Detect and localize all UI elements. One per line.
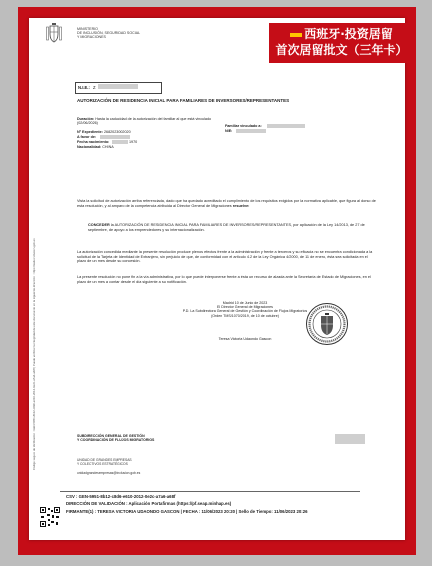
- redaction-block: [236, 129, 266, 133]
- redaction-block: [98, 84, 138, 89]
- birth-year: 1970: [129, 140, 138, 144]
- nationality-field: Nacionalidad: CHINA: [77, 145, 114, 149]
- banner-line-1: 西班牙·投资居留: [269, 27, 414, 42]
- banner-line-2: 首次居留批文（三年卡）: [275, 43, 408, 57]
- linked-nie-field: NIE:: [225, 129, 233, 133]
- redaction-block: [100, 135, 130, 139]
- concede-paragraph: CONCEDER la AUTORIZACIÓN DE RESIDENCIA INICIAL PARA FAMILIARES DE INVERSORES/REPRESENTANTES, por aplicación de la Ley 14/2013, de 27 de septiembre, de apoyo a los emprendedores y su internacionalización.: [88, 223, 365, 232]
- duration-field: Duración: Hasta la caducidad de la autorización del familiar al que está vinculado (02/06/2026): [77, 117, 212, 126]
- spain-flag-icon: [290, 31, 302, 39]
- contact-email[interactable]: unidadgrandesempresas@inclusion.gob.es: [77, 471, 141, 475]
- effects-paragraph: La autorización concedida mediante la presente resolución produce plenos efectos frente a la administración y frente a terceros y su eficacia no se encuentra condicionada a la solicitud de la Tarjeta de Identidad de Extranjero, sin perjuicio de que, de conformidad con el artículo 4.2 de la Ley Orgánica 4/2000, de 11 de enero, ésta sea solicitada en el plazo de un mes desde su concesión.: [77, 250, 373, 264]
- nie-value: Z: [93, 84, 96, 90]
- document-title: AUTORIZACIÓN DE RESIDENCIA INICIAL PARA FAMILIARES DE INVERSORES/REPRESENTANTES: [77, 98, 290, 103]
- redaction-block: [267, 124, 305, 128]
- redaction-block: [112, 140, 128, 144]
- ministry-name: MINISTERIO DE INCLUSIÓN, SEGURIDAD SOCIAL Y MIGRACIONES: [77, 27, 141, 40]
- nie-label: N.I.E.:: [78, 84, 90, 90]
- qr-code-icon: [40, 507, 60, 527]
- footer-divider: [60, 491, 360, 492]
- birth-field: Fecha nacimiento:: [77, 140, 110, 144]
- appeal-paragraph: La presente resolución no pone fin a la vía administrativa, por lo que puede interponerse frente a ésta un recurso de alzada ante la Secretaría de Estado de Migraciones, en el plazo de un mes a contar desde el día siguiente a su notificación.: [77, 275, 371, 284]
- csv-line: CSV : GEN-5951-8b12-c8d6-e610-2012-0e2c-a7a6-a68f: [66, 494, 176, 499]
- expediente-field: Nº Expediente: 2682023002020: [77, 130, 131, 134]
- coat-of-arms-icon: [46, 23, 62, 43]
- office-name: SUBDIRECCIÓN GENERAL DE GESTIÓN Y COORDINACIÓN DE FLUJOS MIGRATORIOS: [77, 434, 155, 443]
- signature-line: FIRMANTE(1) : TERESA VICTORIA UDAONDO GASCON | FECHA : 11/06/2023 20:20 | Sello de Tiempo: 11/06/2023 20:26: [66, 509, 308, 514]
- official-seal-icon: [305, 302, 349, 346]
- unit-name: UNIDAD DE GRANDES EMPRESAS Y COLECTIVOS ESTRATÉGICOS: [77, 458, 132, 466]
- validation-line[interactable]: DIRECCIÓN DE VALIDACIÓN : Aplicación Portafirmas (https://pf.seap.minhap.es): [66, 501, 232, 506]
- linked-family-field: Familiar vinculado a:: [225, 124, 262, 128]
- redaction-block: [335, 434, 365, 444]
- side-verification-text: Código seguro de Verificación : GEN-5951-8b12-c8d6-e610-2012-0e2c-a7a6-a68f | Puede verificar la integridad de este documento en la siguiente dirección : https://sede.inclusion.gob.es: [32, 238, 36, 470]
- signer-name: Teresa Victoria Udaondo Gascon: [218, 337, 272, 341]
- red-overlay-banner: [269, 23, 414, 63]
- intro-paragraph: Vista la solicitud de autorización arriba referenciada, dado que ha quedado acreditado el cumplimiento de los requisitos exigidos por la normativa aplicable, que figura al dorso de esta resolución, y al amparo de la competencia atribuida al Director General de Migraciones resuelve:: [77, 199, 376, 208]
- signature-block: Madrid 10 de Junio de 2023 El Director General de Migraciones P.D. La Subdirectora General de Gestión y Coordinación de Flujos Migratorios (Orden TMS/1070/2019, de 10 de octubre): [182, 301, 308, 318]
- favor-field: A favor de:: [77, 135, 97, 139]
